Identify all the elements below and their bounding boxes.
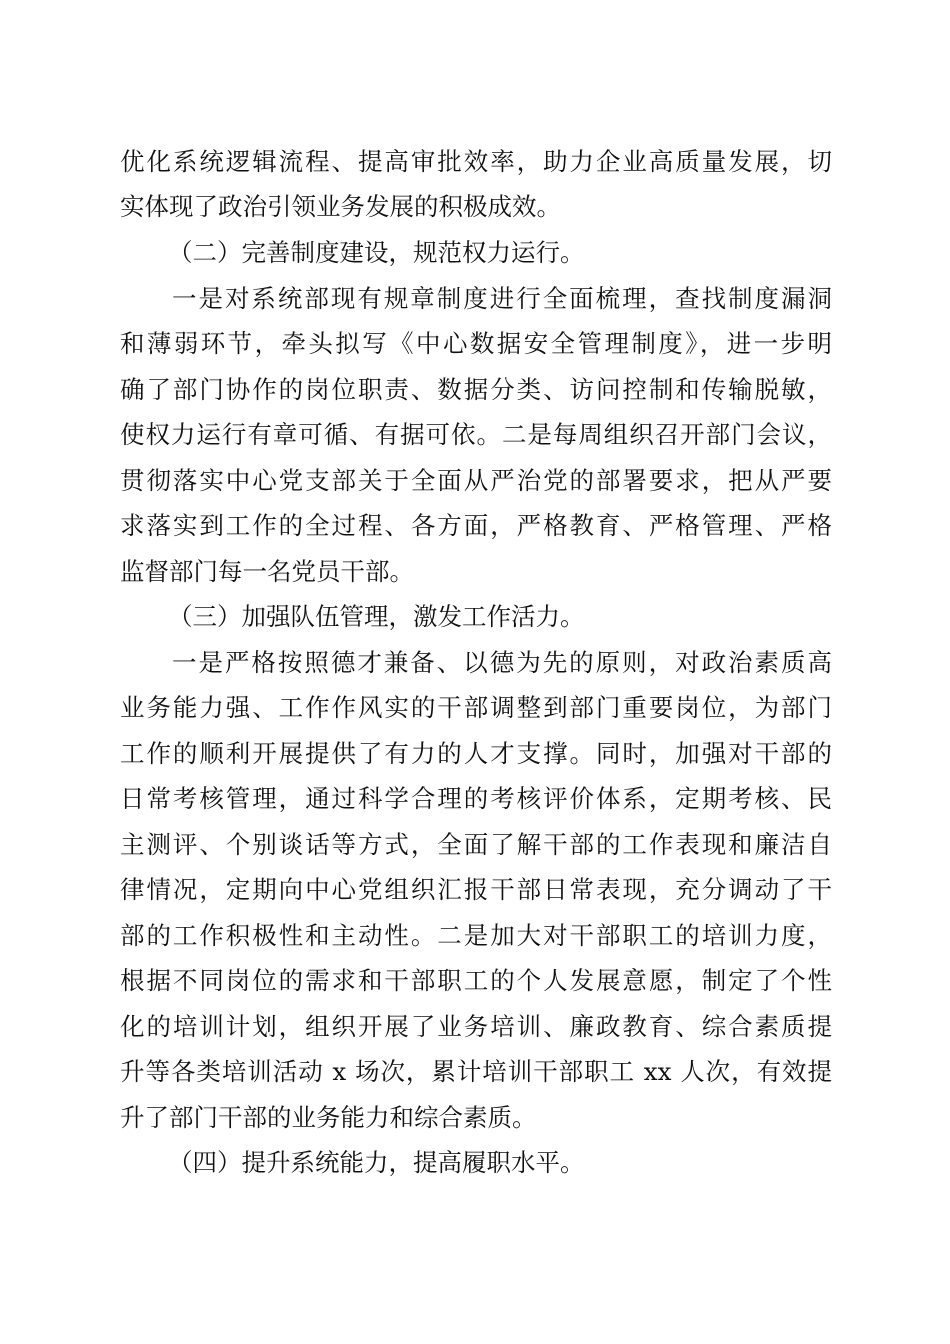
text-line: 升了部门干部的业务能力和综合素质。: [120, 1103, 537, 1132]
text-line: 升等各类培训活动 x 场次，累计培训干部职工 xx 人次，有效提: [120, 1057, 832, 1086]
text-line: 化的培训计划，组织开展了业务培训、廉政教育、综合素质提: [120, 1012, 832, 1041]
section-heading: （三）加强队伍管理，激发工作活力。: [168, 602, 585, 631]
text-line: 和薄弱环节，牵头拟写《中心数据安全管理制度》，进一步明: [120, 329, 832, 358]
text-line: 监督部门每一名党员干部。: [120, 557, 414, 586]
text-line: 确了部门协作的岗位职责、数据分类、访问控制和传输脱敏，: [120, 375, 832, 404]
text-line: 部的工作积极性和主动性。二是加大对干部职工的培训力度，: [120, 921, 832, 950]
text-line: 使权力运行有章可循、有据可依。二是每周组织召开部门会议，: [120, 420, 832, 449]
text-line: 工作的顺利开展提供了有力的人才支撑。同时，加强对干部的: [120, 739, 832, 768]
text-line: 日常考核管理，通过科学合理的考核评价体系，定期考核、民: [120, 784, 832, 813]
text-line: 律情况，定期向中心党组织汇报干部日常表现，充分调动了干: [120, 875, 832, 904]
text-line: 业务能力强、工作作风实的干部调整到部门重要岗位，为部门: [120, 693, 832, 722]
text-line: 求落实到工作的全过程、各方面，严格教育、严格管理、严格: [120, 511, 832, 540]
section-heading: （四）提升系统能力，提高履职水平。: [168, 1148, 585, 1177]
text-line: 贯彻落实中心党支部关于全面从严治党的部署要求，把从严要: [120, 466, 832, 495]
section-heading: （二）完善制度建设，规范权力运行。: [168, 238, 585, 267]
text-line: 优化系统逻辑流程、提高审批效率，助力企业高质量发展，切: [120, 147, 832, 176]
text-line: 一是对系统部现有规章制度进行全面梳理，查找制度漏洞: [172, 284, 832, 313]
text-line: 主测评、个别谈话等方式，全面了解干部的工作表现和廉洁自: [120, 830, 832, 859]
text-line: 根据不同岗位的需求和干部职工的个人发展意愿，制定了个性: [120, 966, 832, 995]
text-line: 实体现了政治引领业务发展的积极成效。: [120, 192, 561, 221]
text-line: 一是严格按照德才兼备、以德为先的原则，对政治素质高: [172, 648, 832, 677]
